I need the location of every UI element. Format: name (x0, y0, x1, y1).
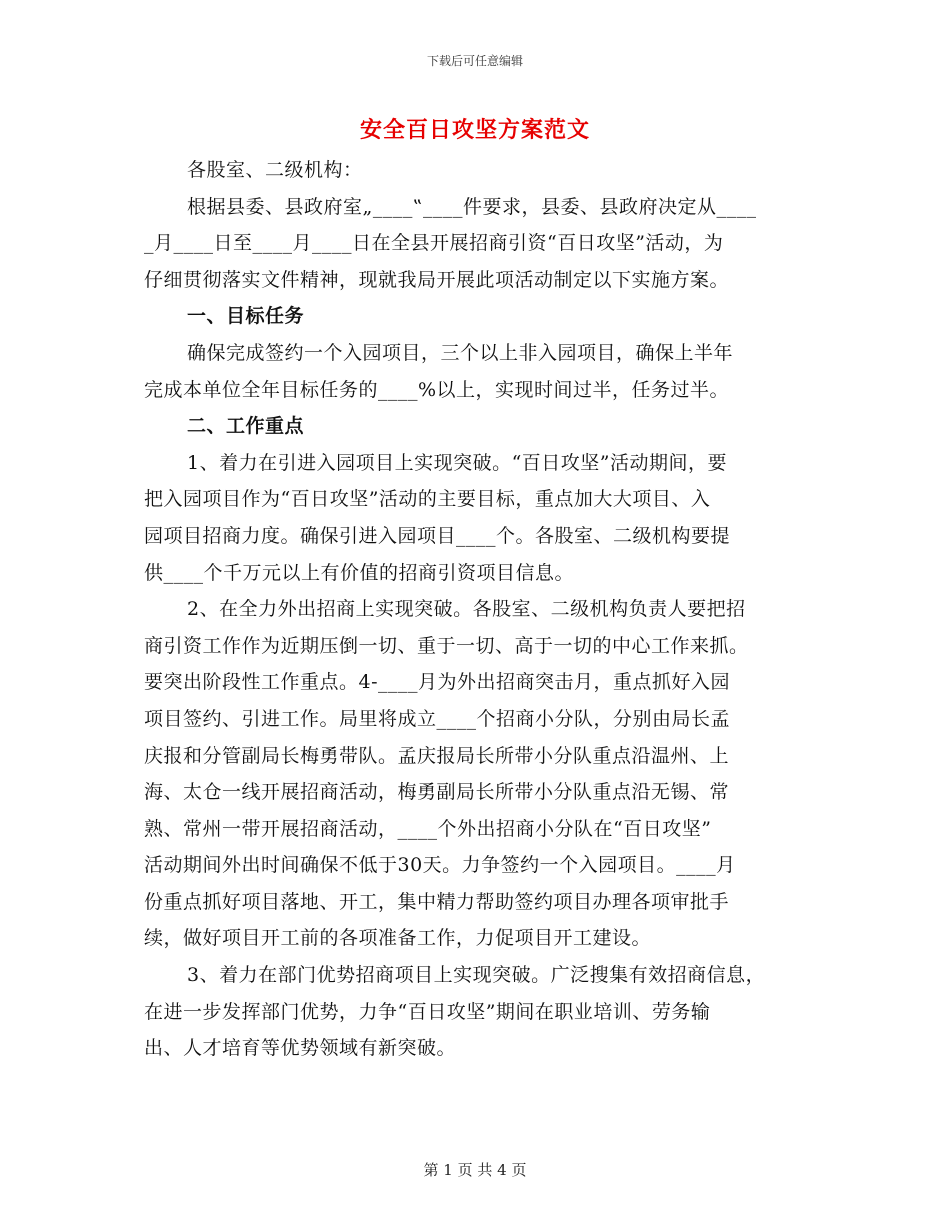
body-line: 项目签约、引进工作。局里将成立____个招商小分队，分别由局长孟 (144, 707, 731, 730)
body-line: 完成本单位全年目标任务的____%以上，实现时间过半，任务过半。 (144, 378, 730, 401)
document-body (144, 152, 816, 1067)
body-line: 2、在全力外出招商上实现突破。各股室、二级机构负责人要把招 (187, 598, 746, 621)
body-line: 续，做好项目开工前的各项准备工作，力促项目开工建设。 (144, 927, 652, 950)
body-line: 1、着力在引进入园项目上实现突破。“百日攻坚”活动期间，要 (187, 451, 728, 474)
document-title: 安全百日攻坚方案范文 (359, 117, 590, 143)
body-line: 在进一步发挥部门优势，力争“百日攻坚”期间在职业培训、劳务输 (144, 1000, 711, 1023)
body-line: 仔细贯彻落实文件精神，现就我局开展此项活动制定以下实施方案。 (144, 268, 730, 291)
body-line: 要突出阶段性工作重点。4-____月为外出招商突击月，重点抓好入园 (144, 671, 731, 694)
body-line: 活动期间外出时间确保不低于30天。力争签约一个入园项目。____月 (144, 854, 736, 877)
section-heading: 二、工作重点 (187, 415, 305, 438)
body-line: 商引资工作作为近期压倒一切、重于一切、高于一切的中心工作来抓。 (144, 634, 749, 657)
body-line: 园项目招商力度。确保引进入园项目____个。各股室、二级机构要提 (144, 524, 731, 547)
section-heading: 一、目标任务 (187, 305, 305, 328)
body-line: 供____个千万元以上有价值的招商引资项目信息。 (144, 561, 575, 584)
body-line: 3、着力在部门优势招商项目上实现突破。广泛搜集有效招商信息， (187, 964, 766, 987)
page-footer: 第 1 页 共 4 页 (423, 1161, 527, 1179)
body-line: 把入园项目作为“百日攻坚”活动的主要目标，重点加大大项目、入 (144, 488, 711, 511)
body-line: 出、人才培育等优势领域有新突破。 (144, 1037, 457, 1060)
body-line: 份重点抓好项目落地、开工，集中精力帮助签约项目办理各项审批手 (144, 890, 730, 913)
body-line: 庆报和分管副局长梅勇带队。孟庆报局长所带小分队重点沿温州、上 (144, 744, 730, 767)
body-line: _月____日至____月____日在全县开展招商引资“百日攻坚”活动，为 (144, 232, 724, 255)
body-line: 熟、常州一带开展招商活动，____个外出招商小分队在“百日攻坚” (144, 817, 712, 840)
body-line: 根据县委、县政府室„____‟____件要求，县委、县政府决定从____ (187, 195, 757, 218)
page-header-note: 下载后可任意编辑 (426, 54, 523, 68)
body-line: 确保完成签约一个入园项目，三个以上非入园项目，确保上半年 (187, 341, 734, 364)
body-line: 海、太仓一线开展招商活动，梅勇副局长所带小分队重点沿无锡、常 (144, 781, 730, 804)
body-line: 各股室、二级机构： (187, 159, 363, 181)
